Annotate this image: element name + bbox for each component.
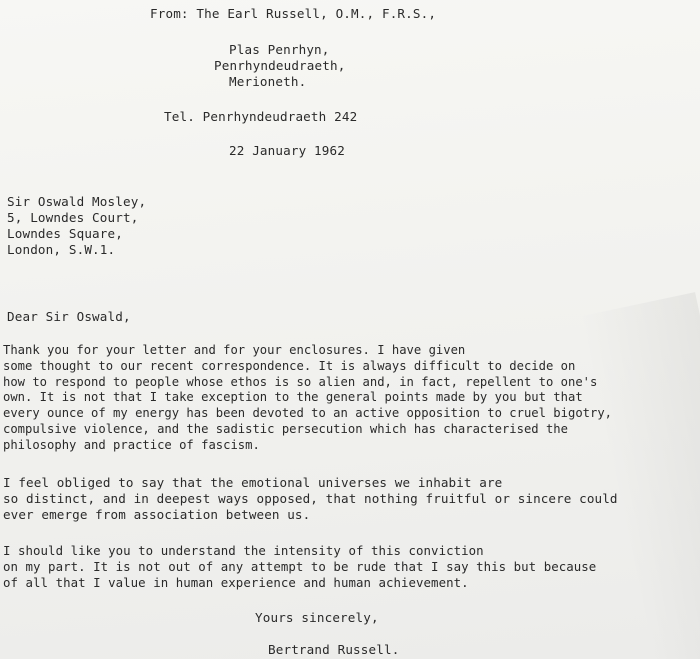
letter-paragraph: I feel obliged to say that the emotional universes we inhabit are so distinct, and in deepest ways opposed, that nothing fruitful or sincere could ever emerge from association between us. [3,475,618,522]
sender-address-line: Plas Penrhyn, [229,42,330,57]
signature: Bertrand Russell. [268,642,400,657]
recipient-address-line: 5, Lowndes Court, [7,210,139,225]
closing: Yours sincerely, [255,610,379,625]
sender-line: From: The Earl Russell, O.M., F.R.S., [150,6,437,21]
letter-paragraph: I should like you to understand the intensity of this conviction on my part. It is not out of any attempt to be rude that I say this but because of all that I value in human experience and human achievement. [3,543,597,590]
telephone-line: Tel. Penrhyndeudraeth 242 [164,109,358,124]
sender-address-line: Penrhyndeudraeth, [214,58,346,73]
recipient-address-line: Lowndes Square, [7,226,123,241]
salutation: Dear Sir Oswald, [7,309,131,324]
recipient-address-line: London, S.W.1. [7,242,116,257]
recipient-address-line: Sir Oswald Mosley, [7,194,147,209]
letter-date: 22 January 1962 [229,143,345,158]
letter-paragraph: Thank you for your letter and for your enclosures. I have given some thought to our recent correspondence. It is always difficult to decide on how to respond to people whose ethos is so alien and, in fact, repellent to one's own. It is not that I take exception to the general points made by you but that every ounce of my energy has been devoted to an active opposition to cruel bigotry, compulsive violence, and the sadistic persecution which has characterised the philosophy and practice of fascism. [3,343,613,452]
sender-address-line: Merioneth. [229,74,307,89]
